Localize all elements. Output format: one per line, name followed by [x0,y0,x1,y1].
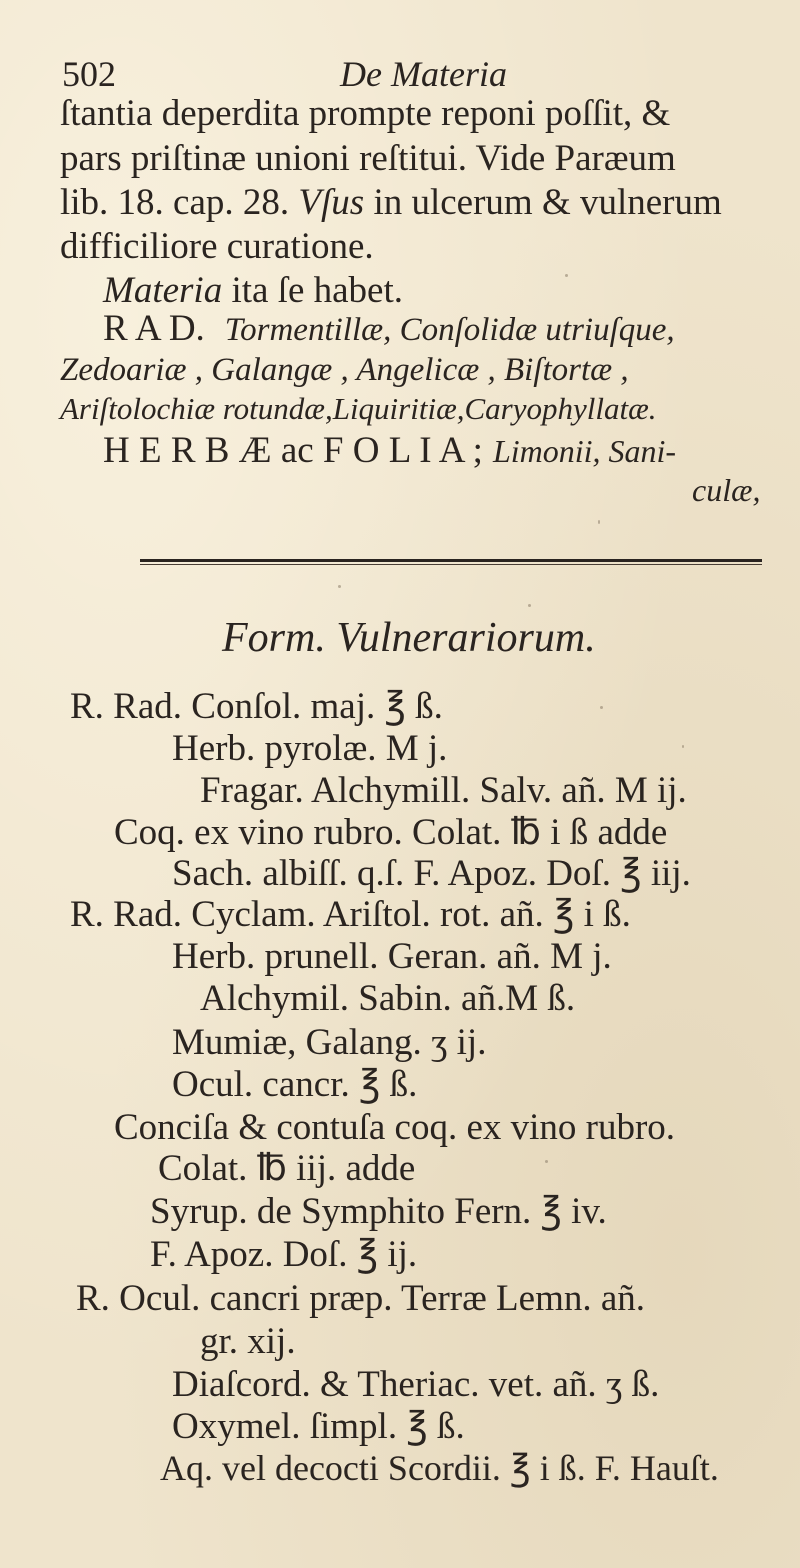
section-title: Form. Vulnerariorum. [222,615,596,661]
recipe-line: Coq. ex vino rubro. Colat. ℔ i ß adde [114,812,668,853]
recipe-line: Diaſcord. & Theriac. vet. añ. ʒ ß. [172,1364,660,1405]
text-line: difficiliore curatione. [60,226,374,267]
text-fragment-italic: Materia [103,270,223,311]
recipe-line: Herb. prunell. Geran. añ. M j. [172,936,612,977]
recipe-line: Ocul. cancr. ℥ ß. [172,1064,418,1105]
page-number: 502 [62,54,116,94]
paper-speck [338,585,341,588]
recipe-line: F. Apoz. Doſ. ℥ ij. [150,1234,418,1275]
recipe-line: R. Ocul. cancri præp. Terræ Lemn. añ. [76,1278,646,1319]
recipe-line: Syrup. de Symphito Fern. ℥ iv. [150,1191,607,1232]
running-title: De Materia [340,54,507,94]
paper-speck [598,520,600,524]
text-fragment: ita ſe habet. [222,270,404,311]
text-line: ſtantia deperdita prompte reponi poſſit, & [60,93,671,134]
text-fragment-italic: Vſus [298,182,365,223]
paper-speck [528,604,531,607]
text-fragment: in ulcerum & vulnerum [364,182,722,223]
recipe-line: Sach. albiſſ. q.ſ. F. Apoz. Doſ. ℥ iij. [172,853,691,894]
text-line: Zedoariæ , Galangæ , Angelicæ , Biſtortæ , [60,352,629,388]
recipe-line: Aq. vel decocti Scordii. ℥ i ß. F. Hauſt. [160,1448,719,1488]
text-line: Ariſtolochiæ rotundæ,Liquiritiæ,Caryophyllatæ. [60,391,657,426]
text-fragment-italic: Limonii, Sani- [492,433,677,469]
paper-speck [682,745,684,748]
text-line [60,184,722,221]
text-line: pars priſtinæ unioni reſtitui. Vide Paræum [60,138,676,179]
recipe-line: R. Rad. Conſol. maj. ℥ ß. [70,686,443,727]
text-fragment: lib. 18. cap. 28. [60,182,299,223]
recipe-line: Oxymel. ſimpl. ℥ ß. [172,1406,465,1447]
text-fragment: R A D. [103,308,205,349]
recipe-line: Fragar. Alchymill. Salv. añ. M ij. [200,770,687,811]
catchword: culæ, [692,472,761,508]
paper-speck [600,706,603,709]
horizontal-rule [140,559,762,565]
paper-speck [565,274,568,277]
text-line [103,432,676,469]
recipe-line: Alchymil. Sabin. añ.M ß. [200,978,576,1019]
recipe-line: Mumiæ, Galang. ʒ ij. [172,1022,487,1063]
text-fragment-italic: Tormentillæ, Conſolidæ utriuſque, [224,312,675,348]
paper-speck [545,1160,548,1163]
recipe-line: R. Rad. Cyclam. Ariſtol. rot. añ. ℥ i ß. [70,894,631,935]
recipe-line: Colat. ℔ iij. adde [158,1148,416,1189]
text-fragment: H E R B Æ ac F O L I A ; [103,430,483,471]
text-line [103,310,675,347]
recipe-line: gr. xij. [200,1321,296,1362]
recipe-line: Herb. pyrolæ. M j. [172,728,448,769]
recipe-line: Conciſa & contuſa coq. ex vino rubro. [114,1107,676,1148]
text-line [103,272,403,309]
